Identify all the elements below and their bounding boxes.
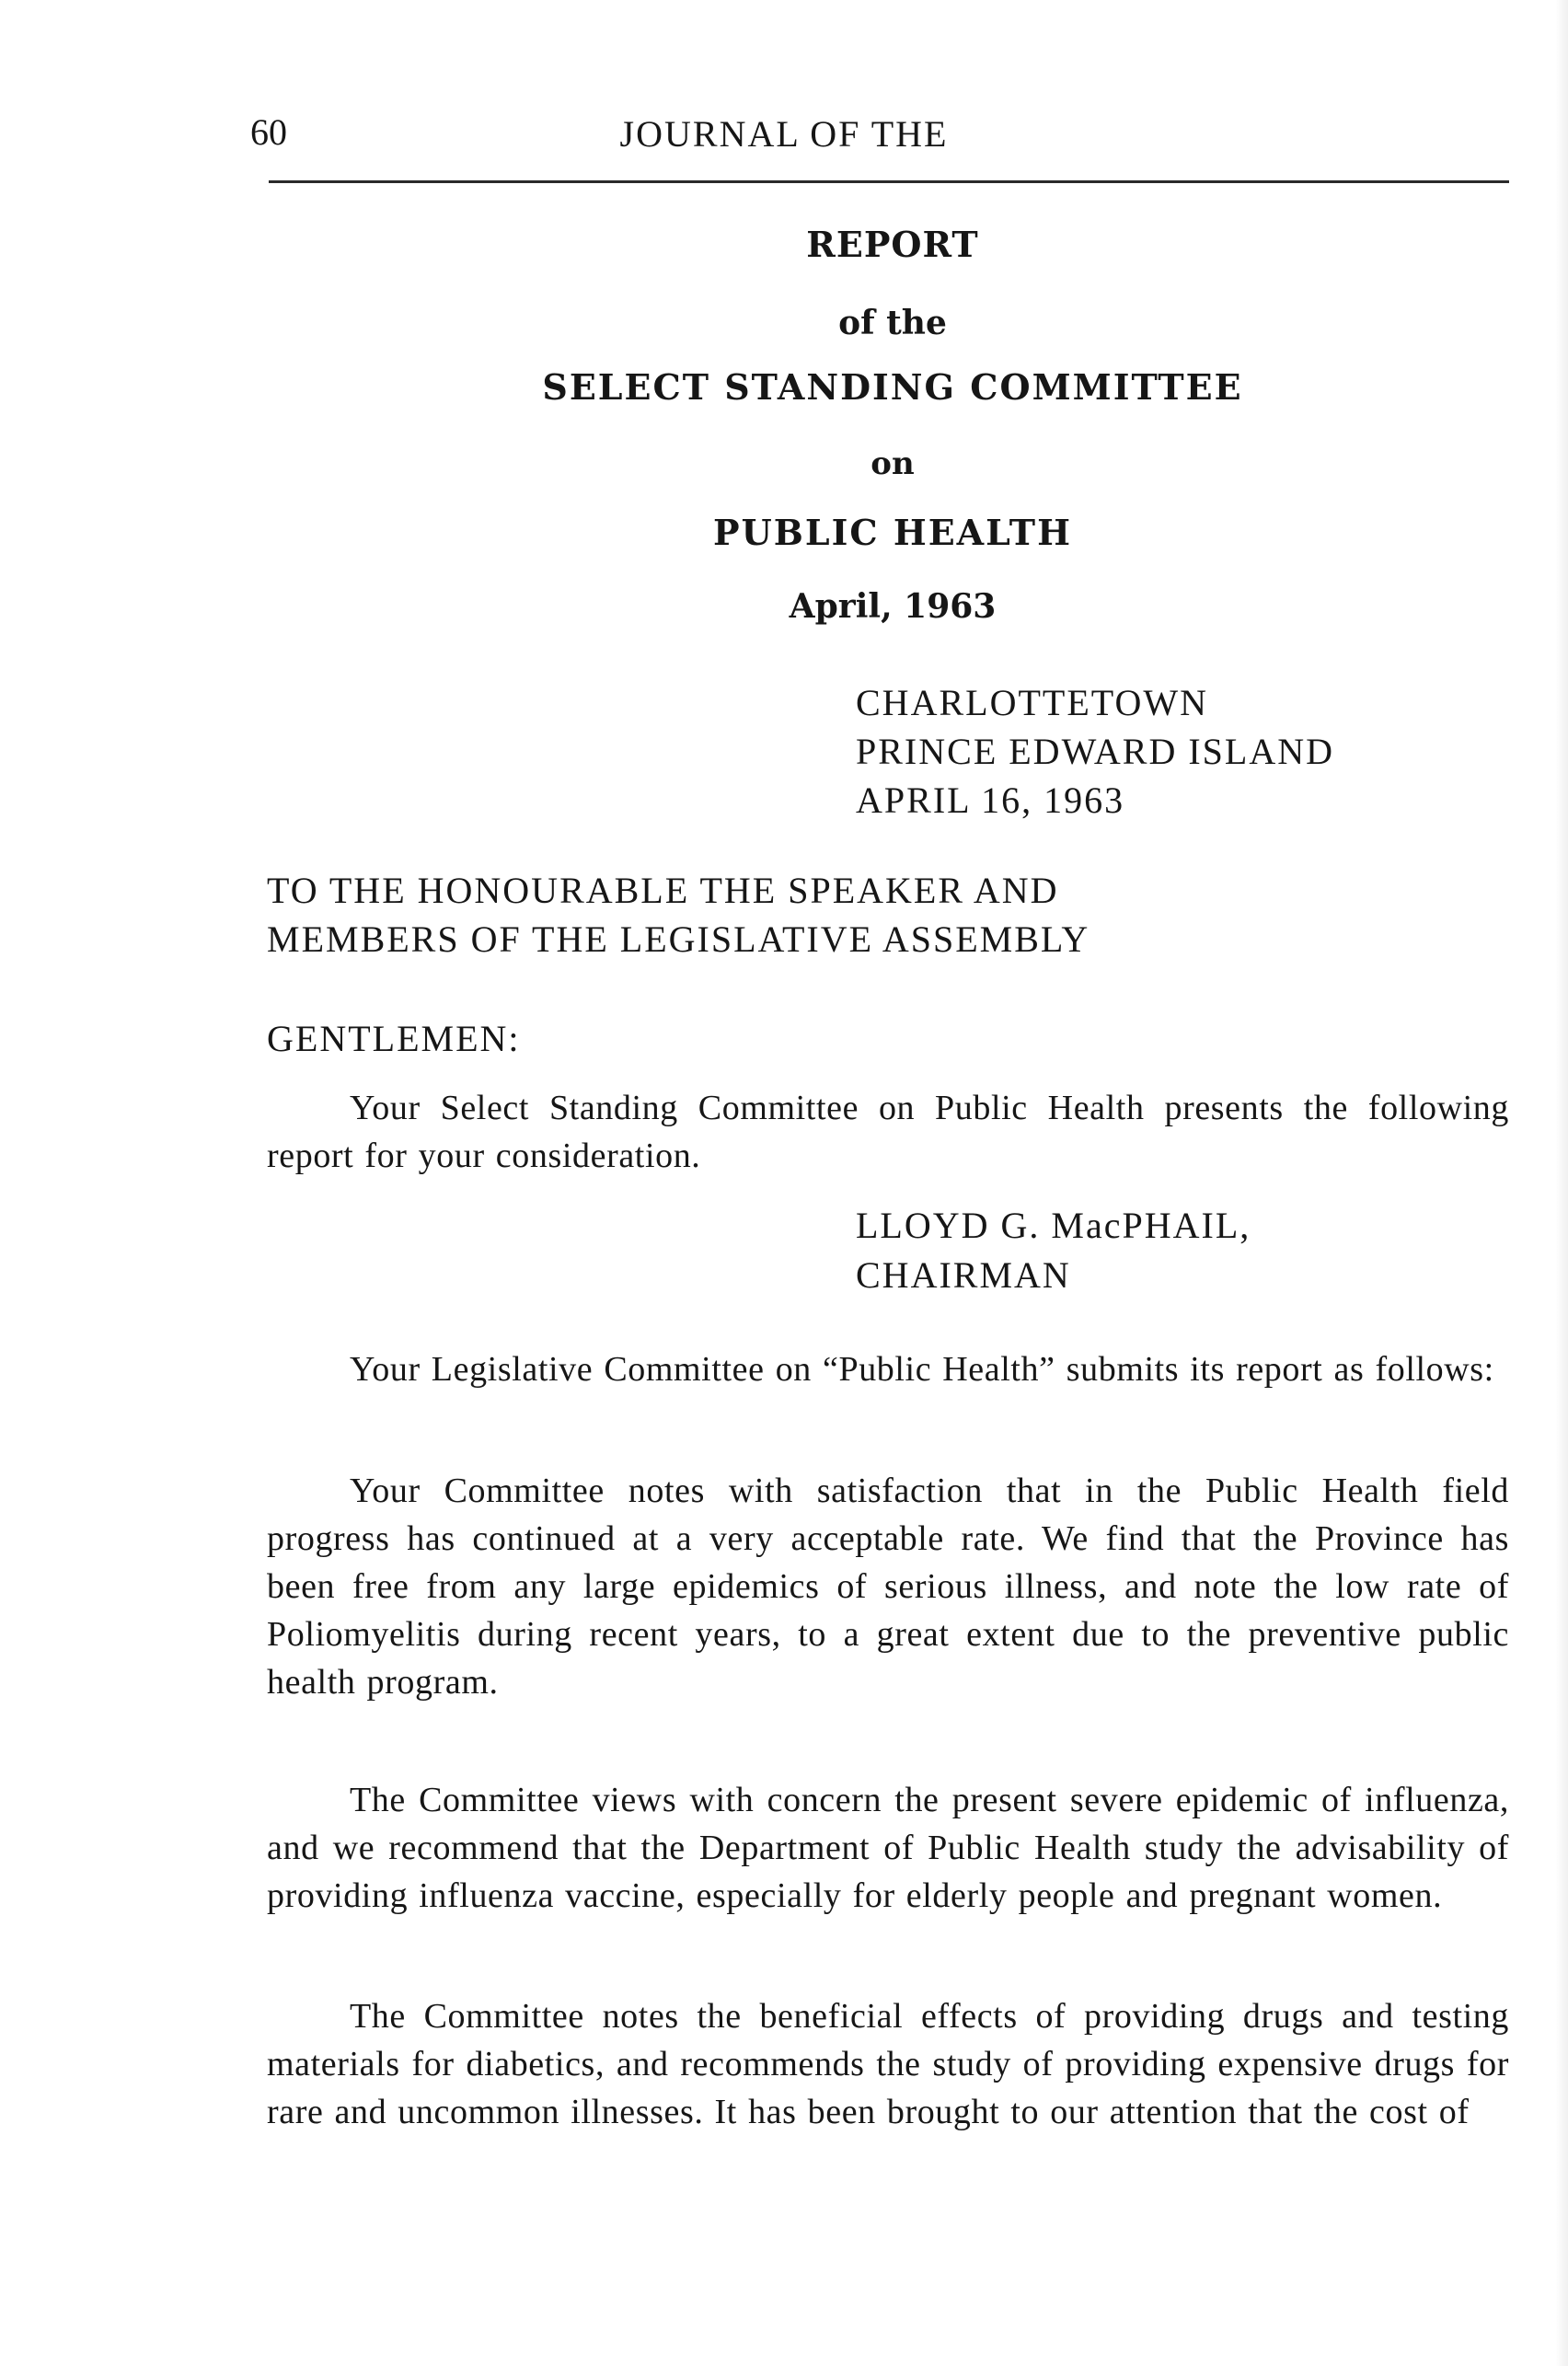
greeting: GENTLEMEN: <box>267 1018 521 1059</box>
committee-subject: PUBLIC HEALTH <box>713 512 1072 553</box>
dateline-province: PRINCE EDWARD ISLAND <box>856 731 1334 772</box>
dateline-date: APRIL 16, 1963 <box>856 779 1125 821</box>
report-date: April, 1963 <box>789 587 997 626</box>
page-edge-shadow <box>1555 0 1568 2366</box>
report-paragraph: The Committee views with concern the present severe epidemic of influenza, and we recommend that the Department of Public Health study the advisability of providing influenza vaccine, especially for elderly people and pregnant women. <box>267 1781 1509 1915</box>
report-paragraph: Your Legislative Committee on “Public Health” submits its report as follows: <box>350 1350 1494 1389</box>
header-rule <box>269 180 1509 183</box>
committee-name: SELECT STANDING COMMITTEE <box>542 366 1243 408</box>
report-paragraph: The Committee notes the beneficial effects of providing drugs and testing materials for diabetics, and recommends the study of providing expensive drugs for rare and uncommon illnesses. It has been brought to our attention that the cost of <box>267 1997 1509 2131</box>
addressee-line-2: MEMBERS OF THE LEGISLATIVE ASSEMBLY <box>267 918 1090 960</box>
report-title-on: on <box>870 445 915 482</box>
page-number: 60 <box>250 111 287 153</box>
report-title: REPORT <box>806 224 979 265</box>
intro-paragraph: Your Select Standing Committee on Public Health presents the following report for your consideration. <box>267 1089 1509 1175</box>
dateline-city: CHARLOTTETOWN <box>856 682 1208 723</box>
signature-name: LLOYD G. MacPHAIL, <box>856 1205 1251 1246</box>
signature-title: CHAIRMAN <box>856 1254 1071 1296</box>
report-title-of: of the <box>838 304 947 342</box>
addressee-line-1: TO THE HONOURABLE THE SPEAKER AND <box>267 870 1059 911</box>
report-paragraph: Your Committee notes with satisfaction that in the Public Health field progress has continued at a very acceptable rate. We find that the Province has been free from any large epidemics of serious illness, and note the low rate of Poliomyelitis during recent years, to a great extent due to the preventive public health program. <box>267 1472 1509 1702</box>
running-header: JOURNAL OF THE <box>619 113 949 155</box>
